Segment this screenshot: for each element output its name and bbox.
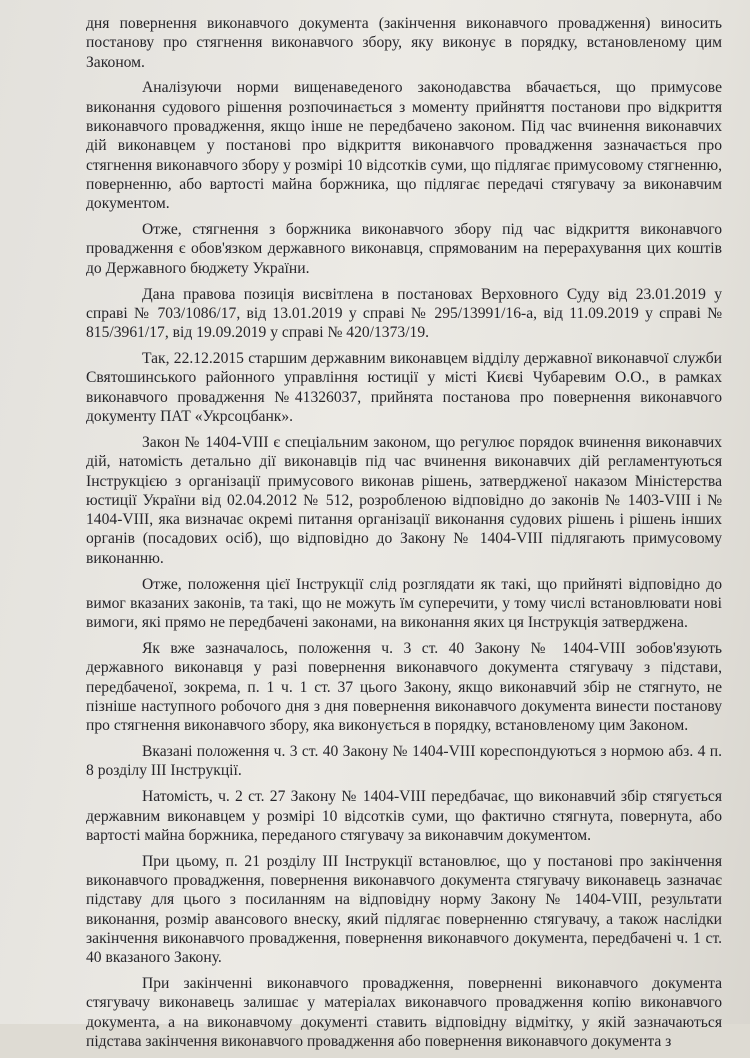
document-body <box>86 14 722 1058</box>
paragraph-9: Вказані положення ч. 3 ст. 40 Закону № 1404-VIII кореспондуються з нормою абз. 4 п. 8 розділу III Інструкції. <box>86 743 722 780</box>
paragraph-8: Як вже зазначалось, положення ч. 3 ст. 40 Закону № 1404-VIII зобов'язують державного виконавця у разі повернення виконавчого документа стягувачу з підстави, передбаченої, зокрема, п. 1 ч. 1 ст. 37 цього Закону, якщо виконавчий збір не стягнуто, не пізніше наступного робочого дня з дня повернення виконавчого документа винести постанову про стягнення виконавчого збору, яка виконується в порядку, встановленому цим Законом. <box>86 640 722 735</box>
paragraph-6: Закон № 1404-VIII є спеціальним законом, що регулює порядок вчинення виконавчих дій, натомість детально дії виконавців під час вчинення виконавчих дій регламентуються Інструкцією з організації примусового виконав рішень, затвердженої наказом Міністерства юстиції України від 02.04.2012 № 512, розробленою відповідно до законів № 1403-VIII і № 1404-VIII, яка визначає окремі питання організації виконання судових рішень і рішень інших органів (посадових осіб), що відповідно до Закону № 1404-VIII підлягають примусовому виконанню. <box>86 433 722 567</box>
paragraph-7: Отже, положення цієї Інструкції слід розглядати як такі, що прийняті відповідно до вимог вказаних законів, та такі, що не можуть їм суперечити, у тому числі встановлювати нові вимоги, які прямо не передбачені законами, на виконання яких ця Інструкція затверджена. <box>86 575 722 632</box>
paragraph-4: Дана правова позиція висвітлена в постановах Верховного Суду від 23.01.2019 у справі № 703/1086/17, від 13.01.2019 у справі № 295/13991/16-а, від 11.09.2019 у справі № 815/3961/17, від 19.09.2019 у справі № 420/1373/19. <box>86 285 722 342</box>
paragraph-11: При цьому, п. 21 розділу III Інструкції встановлює, що у постанові про закінчення виконавчого провадження, повернення виконавчого документа стягувачу виконавець зазначає підставу для цього з посиланням на відповідну норму Закону № 1404-VIII, результати виконання, розмір авансового внеску, який підлягає поверненню стягувачу, а також наслідки закінчення виконавчого провадження, повернення виконавчого документа, передбачені ч. 1 ст. 40 вказаного Закону. <box>86 852 722 967</box>
paragraph-10: Натомість, ч. 2 ст. 27 Закону № 1404-VIII передбачає, що виконавчий збір стягується державним виконавцем у розмірі 10 відсотків суми, що фактично стягнута, повернута, або вартості майна боржника, переданого стягувачу за виконавчим документом. <box>86 788 722 844</box>
paragraph-5: Так, 22.12.2015 старшим державним виконавцем відділу державної виконавчої служби Святошинського районного управління юстиції у місті Києві Чубаревим О.О., в рамках виконавчого провадження №41326037, прийнята постанова про повернення виконавчого документу ПАТ «Укрсоцбанк». <box>86 350 722 426</box>
paragraph-3: Отже, стягнення з боржника виконавчого збору під час відкриття виконавчого провадження є обов'язком державного виконавця, спрямованим на перерахування цих коштів до Державного бюджету України. <box>86 221 722 277</box>
paragraph-1: дня повернення виконавчого документа (закінчення виконавчого провадження) виносить постанову про стягнення виконавчого збору, яку виконує в порядку, встановленому цим Законом. <box>86 15 722 71</box>
paragraph-2: Аналізуючи норми вищенаведеного законодавства вбачається, що примусове виконання судового рішення розпочинається з моменту прийняття постанови про відкриття виконавчого провадження, якщо інше не передбачено законом. Під час вчинення виконавчих дій виконавцем у постанові про відкриття виконавчого провадження зазначається про стягнення виконавчого збору у розмірі 10 відсотків суми, що підлягає примусовому стягненню, поверненню, або вартості майна боржника, що підлягає передачі стягувачу за виконавчим документом. <box>86 79 722 213</box>
paragraph-12: При закінченні виконавчого провадження, поверненні виконавчого документа стягувачу виконавець залишає у матеріалах виконавчого провадження копію виконавчого документа, а на виконавчому документі ставить відповідну відмітку, у якій зазначаються підстава закінчення виконавчого провадження або повернення виконавчого документа з <box>86 975 722 1051</box>
